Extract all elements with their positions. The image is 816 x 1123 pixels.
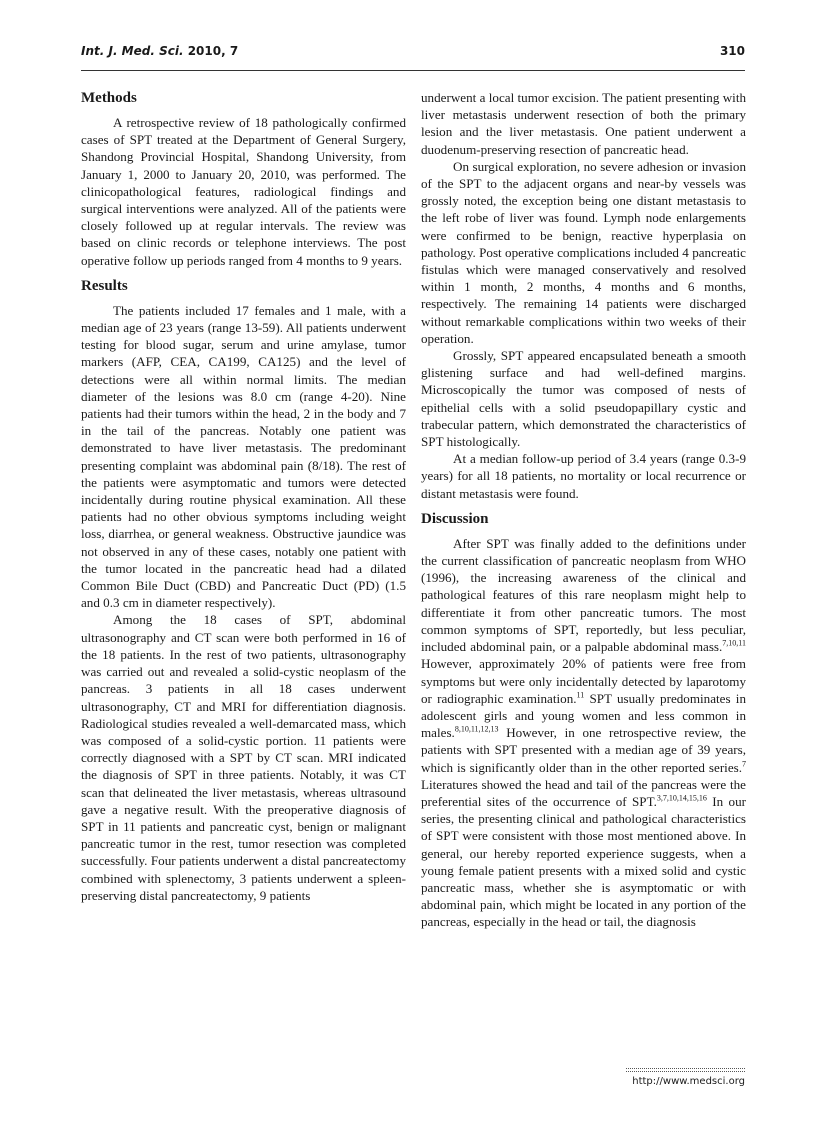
page-header <box>81 44 745 70</box>
results-paragraph-5: At a median follow-up period of 3.4 years (range 0.3-9 years) for all 18 patients, no mortality or local recurrence or distant metastasis were found. <box>421 451 746 501</box>
results-paragraph-3: On surgical exploration, no severe adhesion or invasion of the SPT to the adjacent organs and near-by vessels was grossly noted, the exception being one distant metastasis to the left robe of liver was found. Lymph node enlargements were confirmed to be benign, reactive hyperplasia on pathology. Post operative complications included 4 pancreatic fistulas which were managed conservatively and resolved within 1 month, 2 months, 4 months and 6 months, respectively. The remaining 14 patients were discharged without remarkable complications within two weeks of their operation. <box>421 158 746 346</box>
results-paragraph-1: The patients included 17 females and 1 male, with a median age of 23 years (range 13-59). All patients underwent testing for blood sugar, serum and urine amylase, tumor markers (AFP, CEA, CA199, CA125) and the level of detections were all within normal limits. The median diameter of the lesions was 8.0 cm (range 4-20). Nine patients had their tumors within the head, 2 in the body and 7 in the tail of the pancreas. Notably one patient was demonstrated to have liver metastasis. The predominant presenting complaint was abdominal pain (8/18). The rest of the patients were asymptomatic and tumors were detected incidentally during routine physical examination. All these patients had no other obvious symptoms including weight loss, diarrhea, or general weakness. Obstructive jaundice was not observed in any of these cases, notably one patient with the tumor located in the pancreatic head had a dilated Common Bile Duct (CBD) and Pancreatic Duct (PD) (1.5 and 0.3 cm in diameter respectively). <box>81 302 406 611</box>
citation-ref[interactable]: 3,7,10,14,15,16 <box>656 793 707 803</box>
footer-divider <box>626 1071 745 1072</box>
right-column <box>421 89 746 931</box>
citation-ref[interactable]: 7,10,11 <box>722 638 746 648</box>
methods-heading: Methods <box>81 90 137 106</box>
discussion-heading: Discussion <box>421 510 489 527</box>
results-paragraph-4: Grossly, SPT appeared encapsulated beneath a smooth glistening surface and had well-defined margins. Microscopically the tumor was composed of nests of epithelial cells with a solid pseudopapillary cystic and trabecular pattern, which demonstrated the characteristics of SPT histologically. <box>421 348 746 450</box>
results-paragraph-2-continued: underwent a local tumor excision. The patient presenting with liver metastasis underwent resection of both the primary lesion and the liver metastasis. One patient underwent a duodenum-preserving resection of pancreatic head. <box>421 90 746 157</box>
footer-divider <box>626 1068 745 1069</box>
discussion-paragraph: After SPT was finally added to the definitions under the current classification of pancreatic neoplasm from WHO (1996), the increasing awareness of the clinical and pathological features of this rare neoplasm might help to differentiate it from other pancreatic tumors. The most common symptoms of SPT, reportedly, but less peculiar, included abdominal pain, or a palpable abdominal mass.$^{7,10,11}$ However, approximately 20% of patients were free from symptoms but were only incidentally detected by laparotomy or radiographic examination.$^{11}$ SPT usually predominates in adolescent girls and young women and less common in males.$^{8,10,11,12,13}$ However, in one retrospective review, the patients with SPT presented with a median age of 39 years, which is significantly older than in the other reported series.$^7$ Literatures showed the head and tail of the pancreas were the preferential sites of the occurrence of SPT.$^{3,7,10,14,15,16}$ In our series, the presenting clinical and pathological characteristics of SPT were consistent with those most mentioned above. In general, our hereby reported experience suggests, when a young female patient presents with a mixed solid and cystic pancreatic mass, whether she is asymptomatic or with abdominal pain, which might be located in any portion of the pancreas, especially in the head or tail, the diagnosis <box>421 535 746 930</box>
journal-name: Int. J. Med. Sci. <box>81 44 184 58</box>
journal-year-volume: 2010, 7 <box>183 44 239 58</box>
results-paragraph-2: Among the 18 cases of SPT, abdominal ultrasonography and CT scan were both performed in 16 of the 18 patients. In the rest of two patients, ultrasonography was carried out and revealed a solid-cystic neoplasm of the pancreas. 3 patients in all 18 cases underwent ultrasonography, CT and MRI for differentiation diagnosis. Radiological studies revealed a well-demarcated mass, which was composed of a solid-cystic portion. 11 patients were correctly diagnosed with a SPT by CT scan. MRI indicated the diagnosis of SPT in three patients. Notably, it was CT scan that delineated the liver metastasis, whereas ultrasound gave a negative result. With the preoperative diagnosis of SPT in 11 patients and pancreatic cyst, benign or malignant pancreatic tumor in the rest, tumor resection was completed successfully. Four patients underwent a distal pancreatectomy combined with splenectomy, 3 patients underwent a spleen-preserving distal pancreatectomy, 9 patients <box>81 612 406 903</box>
footer-url-link[interactable]: http://www.medsci.org <box>632 1076 745 1087</box>
left-column <box>81 88 406 904</box>
page-number: 310 <box>719 44 745 58</box>
results-heading: Results <box>81 277 128 294</box>
header-divider <box>81 70 745 71</box>
citation-ref[interactable]: 11 <box>576 690 585 700</box>
journal-citation <box>81 44 238 58</box>
methods-paragraph: A retrospective review of 18 pathologically confirmed cases of SPT treated at the Department of General Surgery, Shandong Provincial Hospital, Shandong University, from January 1, 2000 to January 20, 2010, was performed. The clinicopathological features, radiological findings and surgical interventions were analyzed. All of the patients were closely followed up at regular intervals. The review was based on clinic records or telephone interviews. The post operative follow up periods ranged from 4 months to 9 years. <box>81 115 406 268</box>
citation-ref[interactable]: 7 <box>742 759 746 769</box>
citation-ref[interactable]: 8,10,11,12,13 <box>454 724 499 734</box>
